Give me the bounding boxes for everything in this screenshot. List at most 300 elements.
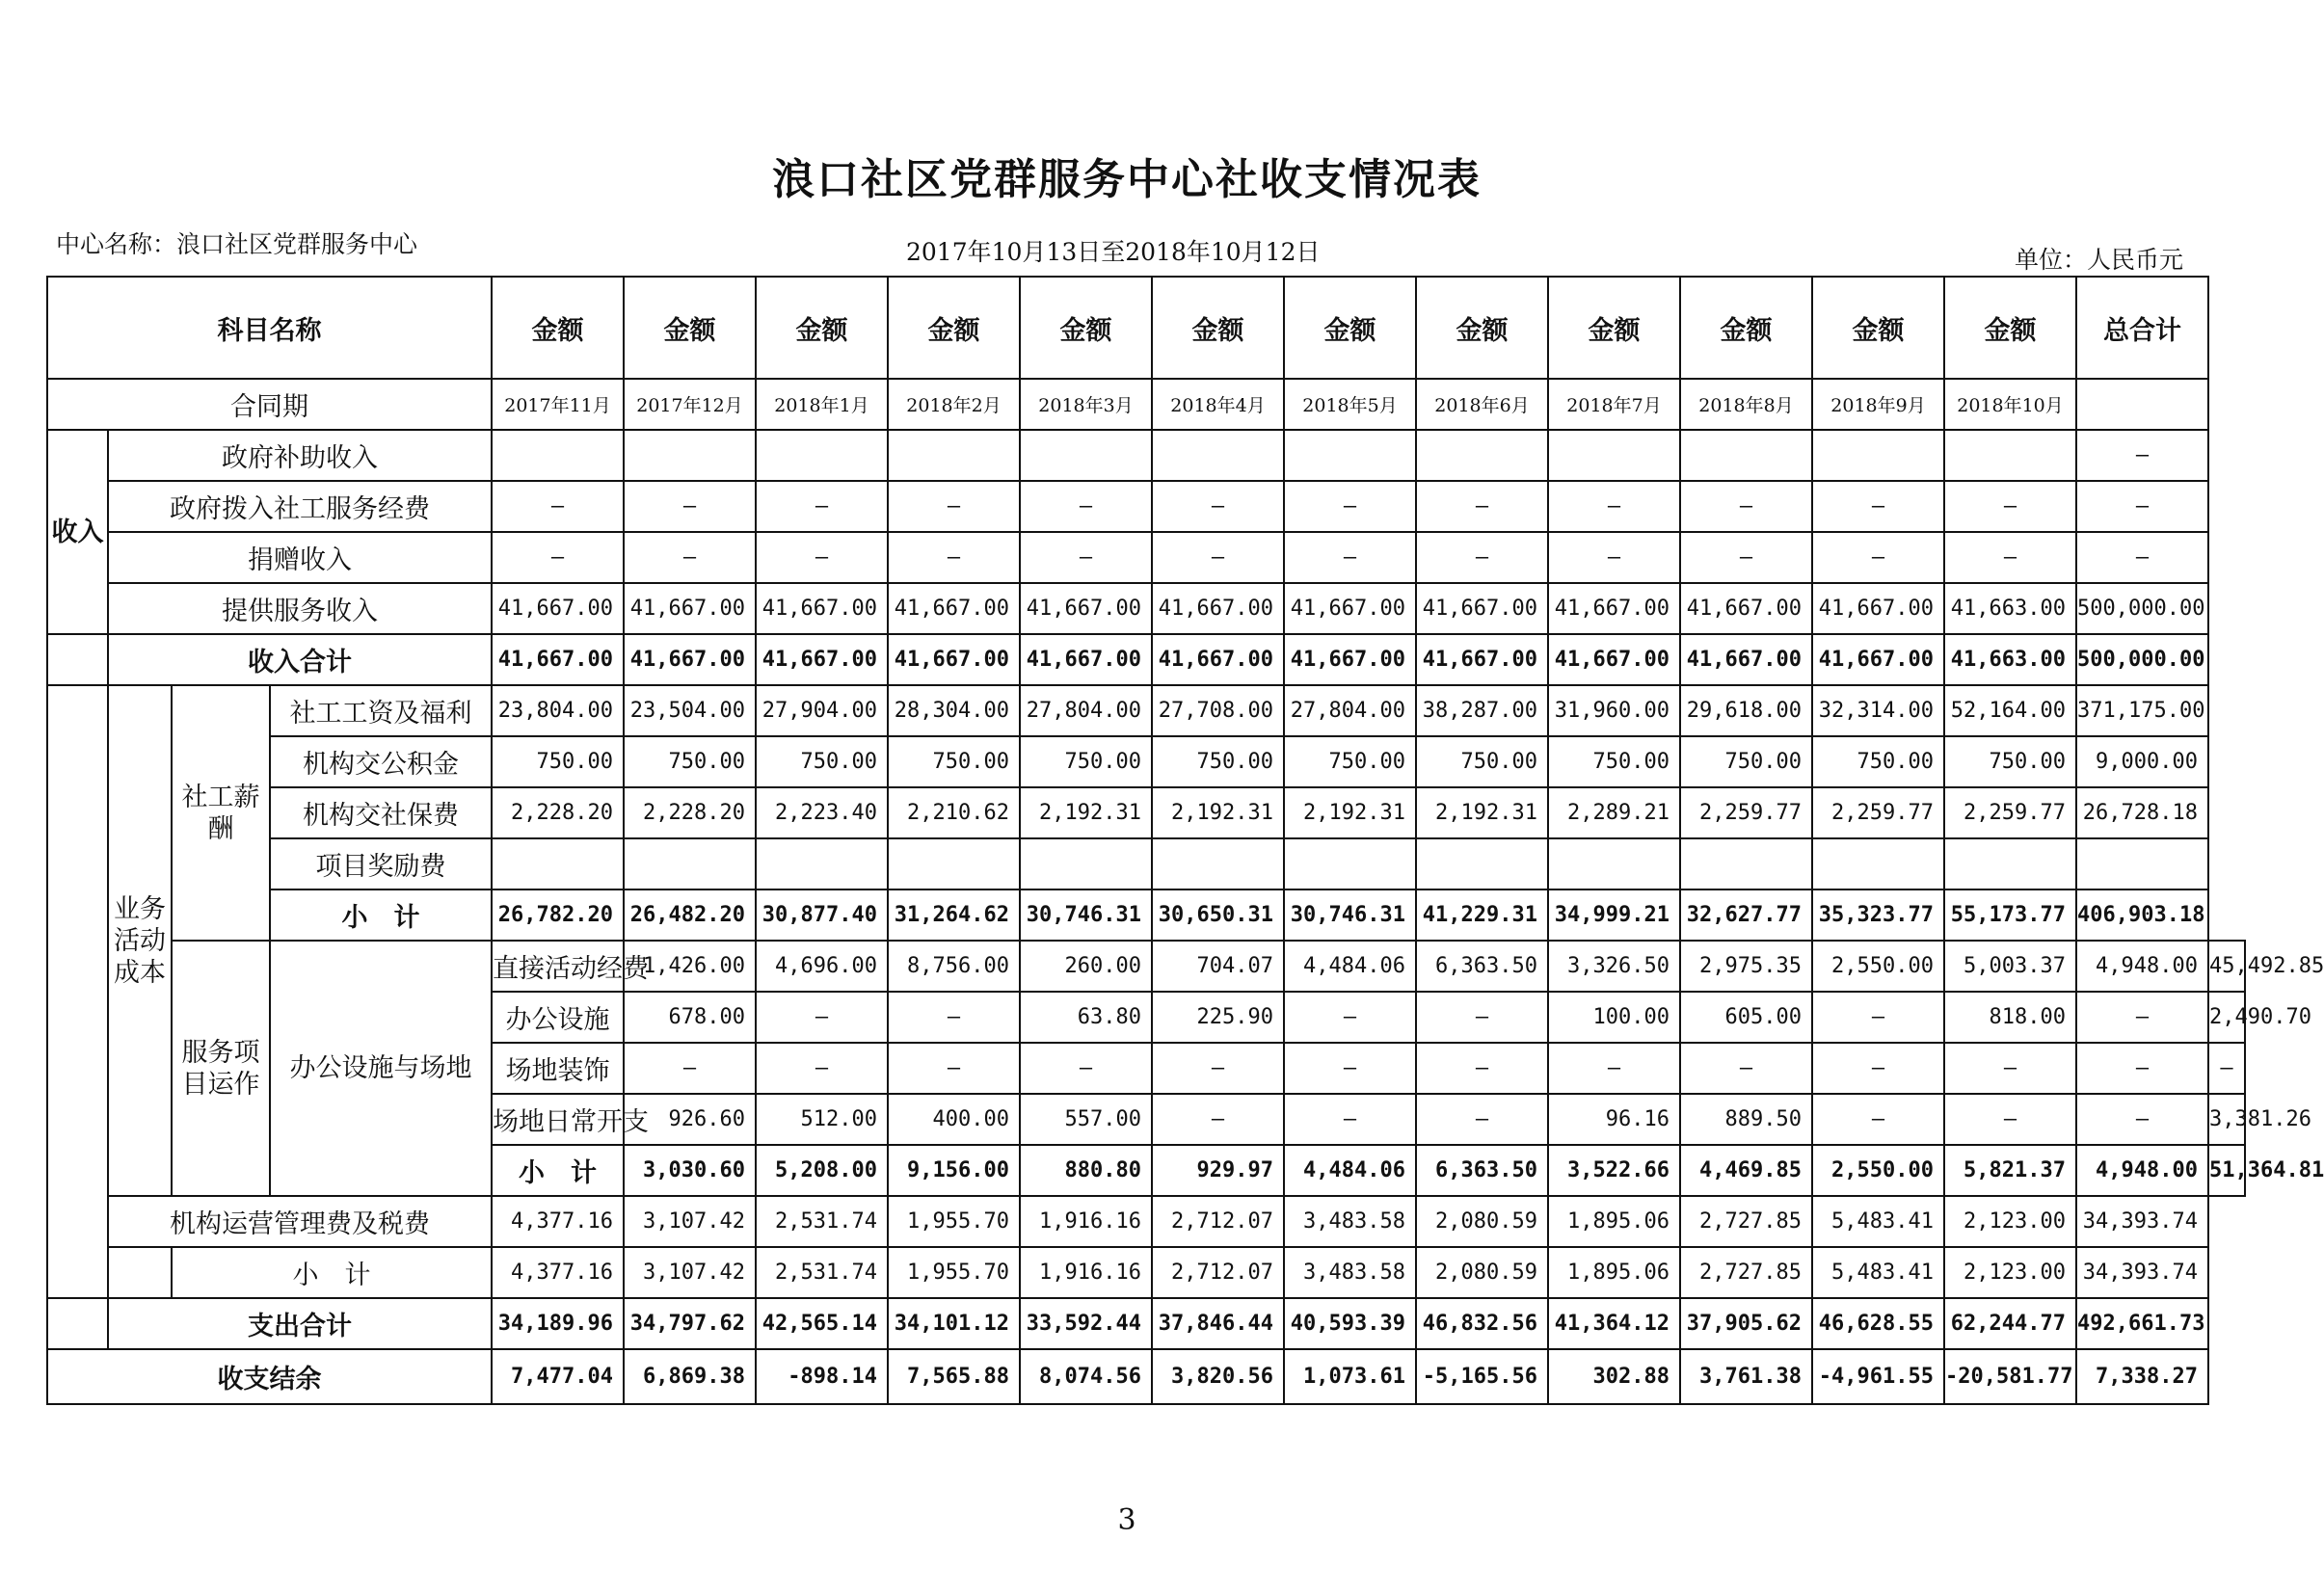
amount-cell: 41,667.00 (1284, 634, 1416, 685)
amount-cell: 41,667.00 (624, 583, 756, 634)
amount-cell: 3,326.50 (1548, 941, 1680, 992)
amount-cell (888, 430, 1020, 481)
total-cell: – (2076, 532, 2208, 583)
amount-cell: 2,727.85 (1680, 1196, 1812, 1247)
period-total-cell (2076, 379, 2208, 430)
social-salary-group-label: 社工薪酬 (172, 685, 270, 941)
amount-cell: -20,581.77 (1944, 1349, 2076, 1404)
amount-cell: – (1416, 481, 1548, 532)
amount-cell: 1,895.06 (1548, 1196, 1680, 1247)
amount-header: 金额 (756, 277, 888, 379)
row-label-gov-allocation: 政府拨入社工服务经费 (108, 481, 492, 532)
row-label-venue-daily: 场地日常开支 (492, 1094, 624, 1145)
amount-cell: 225.90 (1152, 992, 1284, 1043)
amount-cell: – (1812, 992, 1944, 1043)
amount-cell: 41,667.00 (1020, 583, 1152, 634)
amount-cell: 30,746.31 (1020, 889, 1152, 941)
amount-cell: 41,667.00 (756, 634, 888, 685)
amount-cell: – (756, 532, 888, 583)
amount-cell: 7,565.88 (888, 1349, 1020, 1404)
amount-cell: 32,314.00 (1812, 685, 1944, 736)
amount-cell: 1,955.70 (888, 1247, 1020, 1298)
amount-cell: -5,165.56 (1416, 1349, 1548, 1404)
amount-cell: 750.00 (1680, 736, 1812, 787)
amount-cell: 26,782.20 (492, 889, 624, 941)
total-cell: 406,903.18 (2076, 889, 2208, 941)
total-cell: – (2076, 430, 2208, 481)
period-cell: 2018年10月 (1944, 379, 2076, 430)
amount-cell: 41,667.00 (1416, 583, 1548, 634)
amount-cell: 38,287.00 (1416, 685, 1548, 736)
amount-cell: – (1416, 1043, 1548, 1094)
amount-cell: – (756, 1043, 888, 1094)
amount-cell: 41,667.00 (1020, 634, 1152, 685)
table-row (47, 532, 2245, 583)
amount-cell: 46,628.55 (1812, 1298, 1944, 1349)
amount-cell: 4,469.85 (1680, 1145, 1812, 1196)
amount-cell (1020, 430, 1152, 481)
amount-cell: 3,522.66 (1548, 1145, 1680, 1196)
blank-cell (108, 1247, 172, 1298)
period-label: 合同期 (47, 379, 492, 430)
amount-cell: – (888, 481, 1020, 532)
row-label-housing-fund: 机构交公积金 (270, 736, 492, 787)
amount-cell: 750.00 (1284, 736, 1416, 787)
amount-header: 金额 (888, 277, 1020, 379)
amount-cell: 2,727.85 (1680, 1247, 1812, 1298)
amount-cell: – (1152, 481, 1284, 532)
amount-cell: 750.00 (1812, 736, 1944, 787)
amount-cell: 818.00 (1944, 992, 2076, 1043)
subject-header: 科目名称 (47, 277, 492, 379)
table-row (47, 889, 2245, 941)
amount-cell: 96.16 (1548, 1094, 1680, 1145)
amount-cell: 41,364.12 (1548, 1298, 1680, 1349)
row-label-salary-subtotal: 小 计 (270, 889, 492, 941)
period-cell: 2018年2月 (888, 379, 1020, 430)
amount-cell: 5,821.37 (1944, 1145, 2076, 1196)
amount-cell: – (756, 992, 888, 1043)
amount-cell: 8,074.56 (1020, 1349, 1152, 1404)
total-cell (2076, 838, 2208, 889)
period-cell: 2018年9月 (1812, 379, 1944, 430)
amount-cell: 750.00 (624, 736, 756, 787)
amount-cell: 23,804.00 (492, 685, 624, 736)
amount-cell: 41,667.00 (492, 634, 624, 685)
table-row (47, 583, 2245, 634)
amount-cell: 2,223.40 (756, 787, 888, 838)
row-label-balance: 收支结余 (47, 1349, 492, 1404)
amount-cell: -898.14 (756, 1349, 888, 1404)
amount-cell: 2,192.31 (1284, 787, 1416, 838)
amount-cell: 41,667.00 (1284, 583, 1416, 634)
table-row (47, 1349, 2245, 1404)
total-cell: 45,492.85 (2208, 941, 2245, 992)
amount-cell (492, 430, 624, 481)
amount-cell: – (1020, 532, 1152, 583)
amount-cell: 302.88 (1548, 1349, 1680, 1404)
amount-cell: – (888, 992, 1020, 1043)
amount-cell: – (1680, 1043, 1812, 1094)
amount-cell (1416, 430, 1548, 481)
amount-cell: 41,667.00 (1680, 634, 1812, 685)
amount-cell: 2,192.31 (1416, 787, 1548, 838)
row-label-gov-subsidy: 政府补助收入 (108, 430, 492, 481)
amount-header: 金额 (1680, 277, 1812, 379)
amount-cell: – (2076, 1043, 2208, 1094)
amount-cell: 41,667.00 (1152, 634, 1284, 685)
amount-header: 金额 (492, 277, 624, 379)
amount-cell: – (1812, 1094, 1944, 1145)
amount-cell: – (1680, 481, 1812, 532)
amount-cell: 41,667.00 (1812, 583, 1944, 634)
amount-cell: 512.00 (756, 1094, 888, 1145)
total-cell: 500,000.00 (2076, 634, 2208, 685)
amount-cell (1152, 430, 1284, 481)
amount-cell: 4,948.00 (2076, 941, 2208, 992)
total-cell: – (2208, 1043, 2245, 1094)
amount-cell: 28,304.00 (888, 685, 1020, 736)
total-cell: 7,338.27 (2076, 1349, 2208, 1404)
amount-cell: 4,377.16 (492, 1196, 624, 1247)
row-label-direct-activity: 直接活动经费 (492, 941, 624, 992)
amount-cell: 41,667.00 (1152, 583, 1284, 634)
amount-cell: – (1680, 532, 1812, 583)
amount-cell (492, 838, 624, 889)
amount-cell: 31,960.00 (1548, 685, 1680, 736)
amount-cell: 2,228.20 (624, 787, 756, 838)
table-row (47, 634, 2245, 685)
row-label-donation: 捐赠收入 (108, 532, 492, 583)
amount-header: 金额 (624, 277, 756, 379)
amount-cell (1020, 838, 1152, 889)
amount-cell (624, 430, 756, 481)
amount-cell: 37,846.44 (1152, 1298, 1284, 1349)
amount-cell: 1,916.16 (1020, 1196, 1152, 1247)
table-row (47, 685, 2245, 736)
amount-cell: 2,192.31 (1020, 787, 1152, 838)
page-number: 3 (1117, 1503, 1136, 1537)
amount-header: 金额 (1152, 277, 1284, 379)
amount-cell: 41,667.00 (492, 583, 624, 634)
row-label-social-insurance: 机构交社保费 (270, 787, 492, 838)
amount-cell: 4,377.16 (492, 1247, 624, 1298)
amount-cell: 41,667.00 (1680, 583, 1812, 634)
amount-cell: 26,482.20 (624, 889, 756, 941)
amount-cell: 557.00 (1020, 1094, 1152, 1145)
amount-cell: 62,244.77 (1944, 1298, 2076, 1349)
amount-cell (1548, 430, 1680, 481)
amount-cell: 2,550.00 (1812, 941, 1944, 992)
amount-header: 金额 (1812, 277, 1944, 379)
amount-cell: 34,999.21 (1548, 889, 1680, 941)
blank-cell (47, 634, 108, 685)
amount-cell: 260.00 (1020, 941, 1152, 992)
amount-cell: 2,228.20 (492, 787, 624, 838)
amount-cell: 2,123.00 (1944, 1247, 2076, 1298)
amount-cell: – (492, 532, 624, 583)
amount-cell: – (1548, 532, 1680, 583)
table-row (47, 838, 2245, 889)
amount-cell: 750.00 (1416, 736, 1548, 787)
amount-cell: 5,208.00 (756, 1145, 888, 1196)
amount-cell: 30,746.31 (1284, 889, 1416, 941)
amount-cell: – (1020, 481, 1152, 532)
amount-cell: 41,667.00 (888, 583, 1020, 634)
amount-cell (1152, 838, 1284, 889)
table-row (47, 481, 2245, 532)
amount-cell: 889.50 (1680, 1094, 1812, 1145)
amount-cell: 3,107.42 (624, 1247, 756, 1298)
period-cell: 2018年7月 (1548, 379, 1680, 430)
office-venue-group-label: 办公设施与场地 (270, 941, 492, 1196)
amount-cell: 27,804.00 (1284, 685, 1416, 736)
amount-cell: 31,264.62 (888, 889, 1020, 941)
amount-cell: 27,904.00 (756, 685, 888, 736)
amount-cell: 41,667.00 (1548, 583, 1680, 634)
amount-cell: 8,756.00 (888, 941, 1020, 992)
amount-cell: 926.60 (624, 1094, 756, 1145)
amount-cell: – (1944, 1043, 2076, 1094)
document-title: 浪口社区党群服务中心社收支情况表 (772, 155, 1482, 204)
amount-cell: – (1020, 1043, 1152, 1094)
row-label-bonus: 项目奖励费 (270, 838, 492, 889)
amount-cell: – (1416, 992, 1548, 1043)
amount-cell: 3,030.60 (624, 1145, 756, 1196)
amount-cell: – (624, 532, 756, 583)
row-label-decoration: 场地装饰 (492, 1043, 624, 1094)
amount-cell: 5,483.41 (1812, 1247, 1944, 1298)
amount-cell: – (888, 1043, 1020, 1094)
amount-cell: 40,593.39 (1284, 1298, 1416, 1349)
amount-cell: 41,663.00 (1944, 634, 2076, 685)
amount-header: 金额 (1284, 277, 1416, 379)
period-cell: 2018年8月 (1680, 379, 1812, 430)
amount-cell (756, 430, 888, 481)
amount-cell: – (1944, 481, 2076, 532)
amount-cell: 33,592.44 (1020, 1298, 1152, 1349)
amount-cell: 52,164.00 (1944, 685, 2076, 736)
table-row (47, 787, 2245, 838)
currency-unit: 单位：人民币元 (2015, 246, 2184, 274)
amount-cell: 3,820.56 (1152, 1349, 1284, 1404)
amount-cell: 41,667.00 (756, 583, 888, 634)
amount-cell (1416, 838, 1548, 889)
amount-cell: 750.00 (888, 736, 1020, 787)
amount-cell: – (1812, 532, 1944, 583)
amount-cell: 37,905.62 (1680, 1298, 1812, 1349)
total-cell: 34,393.74 (2076, 1196, 2208, 1247)
total-cell: 2,490.70 (2208, 992, 2245, 1043)
amount-cell: 750.00 (1944, 736, 2076, 787)
amount-cell: – (756, 481, 888, 532)
amount-cell: -4,961.55 (1812, 1349, 1944, 1404)
amount-cell: 880.80 (1020, 1145, 1152, 1196)
amount-cell (1284, 838, 1416, 889)
table-row (47, 1247, 2245, 1298)
amount-cell: 4,484.06 (1284, 1145, 1416, 1196)
header-row (47, 277, 2245, 379)
period-cell: 2018年3月 (1020, 379, 1152, 430)
amount-header: 金额 (1944, 277, 2076, 379)
amount-cell: 750.00 (1152, 736, 1284, 787)
amount-cell: – (1812, 1043, 1944, 1094)
amount-cell: 750.00 (1020, 736, 1152, 787)
amount-cell (1812, 430, 1944, 481)
amount-cell: 41,667.00 (888, 634, 1020, 685)
amount-cell: 34,797.62 (624, 1298, 756, 1349)
amount-cell: 605.00 (1680, 992, 1812, 1043)
amount-cell: 3,483.58 (1284, 1196, 1416, 1247)
amount-cell: 2,192.31 (1152, 787, 1284, 838)
amount-cell: 2,080.59 (1416, 1247, 1548, 1298)
date-range: 2017年10月13日至2018年10月12日 (906, 238, 1321, 266)
row-label-mgmt-fee: 机构运营管理费及税费 (108, 1196, 492, 1247)
amount-cell: 34,101.12 (888, 1298, 1020, 1349)
total-header: 总合计 (2076, 277, 2208, 379)
amount-cell: – (1152, 1094, 1284, 1145)
amount-cell: 4,696.00 (756, 941, 888, 992)
amount-cell: 929.97 (1152, 1145, 1284, 1196)
period-cell: 2017年12月 (624, 379, 756, 430)
amount-cell: – (492, 481, 624, 532)
amount-cell: 55,173.77 (1944, 889, 2076, 941)
amount-header: 金额 (1548, 277, 1680, 379)
amount-cell: 9,156.00 (888, 1145, 1020, 1196)
total-cell: 34,393.74 (2076, 1247, 2208, 1298)
row-label-expense-total: 支出合计 (108, 1298, 492, 1349)
amount-cell: 2,975.35 (1680, 941, 1812, 992)
amount-cell: 2,210.62 (888, 787, 1020, 838)
amount-cell: 41,667.00 (1416, 634, 1548, 685)
amount-cell (1680, 838, 1812, 889)
amount-cell: 1,073.61 (1284, 1349, 1416, 1404)
total-cell: 3,381.26 (2208, 1094, 2245, 1145)
table-row (47, 1298, 2245, 1349)
amount-cell: 1,426.00 (624, 941, 756, 992)
amount-cell: 2,550.00 (1812, 1145, 1944, 1196)
period-cell: 2017年11月 (492, 379, 624, 430)
period-cell: 2018年4月 (1152, 379, 1284, 430)
table-row (47, 736, 2245, 787)
center-name: 中心名称：浪口社区党群服务中心 (56, 230, 418, 258)
amount-cell: 4,484.06 (1284, 941, 1416, 992)
period-cell: 2018年5月 (1284, 379, 1416, 430)
amount-cell: 2,531.74 (756, 1196, 888, 1247)
expense-group-cell (47, 685, 108, 1298)
amount-cell: – (1152, 532, 1284, 583)
amount-cell: 3,761.38 (1680, 1349, 1812, 1404)
row-label-service-subtotal: 小 计 (492, 1145, 624, 1196)
amount-header: 金额 (1416, 277, 1548, 379)
amount-cell: – (1284, 1043, 1416, 1094)
total-cell: 371,175.00 (2076, 685, 2208, 736)
amount-cell: 42,565.14 (756, 1298, 888, 1349)
row-label-mgmt-subtotal: 小 计 (172, 1247, 492, 1298)
period-cell: 2018年1月 (756, 379, 888, 430)
row-label-wages: 社工工资及福利 (270, 685, 492, 736)
amount-cell (888, 838, 1020, 889)
amount-cell: 2,712.07 (1152, 1196, 1284, 1247)
amount-cell: 41,667.00 (624, 634, 756, 685)
row-label-office-facility: 办公设施 (492, 992, 624, 1043)
amount-cell: 1,955.70 (888, 1196, 1020, 1247)
amount-cell (1812, 838, 1944, 889)
amount-cell: 35,323.77 (1812, 889, 1944, 941)
amount-cell: – (1284, 1094, 1416, 1145)
amount-cell: 27,804.00 (1020, 685, 1152, 736)
total-cell: 492,661.73 (2076, 1298, 2208, 1349)
blank-cell (47, 1298, 108, 1349)
amount-cell: 23,504.00 (624, 685, 756, 736)
amount-cell: 27,708.00 (1152, 685, 1284, 736)
amount-cell: 2,259.77 (1680, 787, 1812, 838)
amount-cell: 6,869.38 (624, 1349, 756, 1404)
amount-cell: – (1548, 481, 1680, 532)
total-cell: 26,728.18 (2076, 787, 2208, 838)
row-label-service-income: 提供服务收入 (108, 583, 492, 634)
amount-cell: 41,663.00 (1944, 583, 2076, 634)
amount-header: 金额 (1020, 277, 1152, 379)
amount-cell: 2,712.07 (1152, 1247, 1284, 1298)
amount-cell (1944, 838, 2076, 889)
amount-cell: – (1944, 532, 2076, 583)
table-row (47, 1196, 2245, 1247)
amount-cell: – (1284, 481, 1416, 532)
amount-cell: 6,363.50 (1416, 1145, 1548, 1196)
amount-cell: 2,123.00 (1944, 1196, 2076, 1247)
period-cell: 2018年6月 (1416, 379, 1548, 430)
amount-cell: – (1812, 481, 1944, 532)
total-cell: – (2076, 481, 2208, 532)
amount-cell: – (2076, 1094, 2208, 1145)
amount-cell: 4,948.00 (2076, 1145, 2208, 1196)
amount-cell: 34,189.96 (492, 1298, 624, 1349)
amount-cell: 41,667.00 (1548, 634, 1680, 685)
service-project-group-label: 服务项目运作 (172, 941, 270, 1196)
total-cell: 500,000.00 (2076, 583, 2208, 634)
amount-cell: 1,916.16 (1020, 1247, 1152, 1298)
row-label-income-total: 收入合计 (108, 634, 492, 685)
amount-cell: 3,107.42 (624, 1196, 756, 1247)
amount-cell (1680, 430, 1812, 481)
amount-cell: – (2076, 992, 2208, 1043)
amount-cell: 3,483.58 (1284, 1247, 1416, 1298)
amount-cell: – (1944, 1094, 2076, 1145)
amount-cell: 678.00 (624, 992, 756, 1043)
income-group-label: 收入 (47, 430, 108, 634)
amount-cell: 46,832.56 (1416, 1298, 1548, 1349)
amount-cell: – (624, 481, 756, 532)
amount-cell: 63.80 (1020, 992, 1152, 1043)
amount-cell: 32,627.77 (1680, 889, 1812, 941)
total-cell: 9,000.00 (2076, 736, 2208, 787)
amount-cell (1944, 430, 2076, 481)
amount-cell: 750.00 (492, 736, 624, 787)
amount-cell: – (1416, 532, 1548, 583)
period-row (47, 379, 2245, 430)
amount-cell: 5,003.37 (1944, 941, 2076, 992)
total-cell: 51,364.81 (2208, 1145, 2245, 1196)
amount-cell: 1,895.06 (1548, 1247, 1680, 1298)
amount-cell: – (1548, 1043, 1680, 1094)
amount-cell: 750.00 (756, 736, 888, 787)
amount-cell: 30,650.31 (1152, 889, 1284, 941)
amount-cell: 30,877.40 (756, 889, 888, 941)
amount-cell: 41,229.31 (1416, 889, 1548, 941)
amount-cell: 2,259.77 (1944, 787, 2076, 838)
amount-cell (756, 838, 888, 889)
